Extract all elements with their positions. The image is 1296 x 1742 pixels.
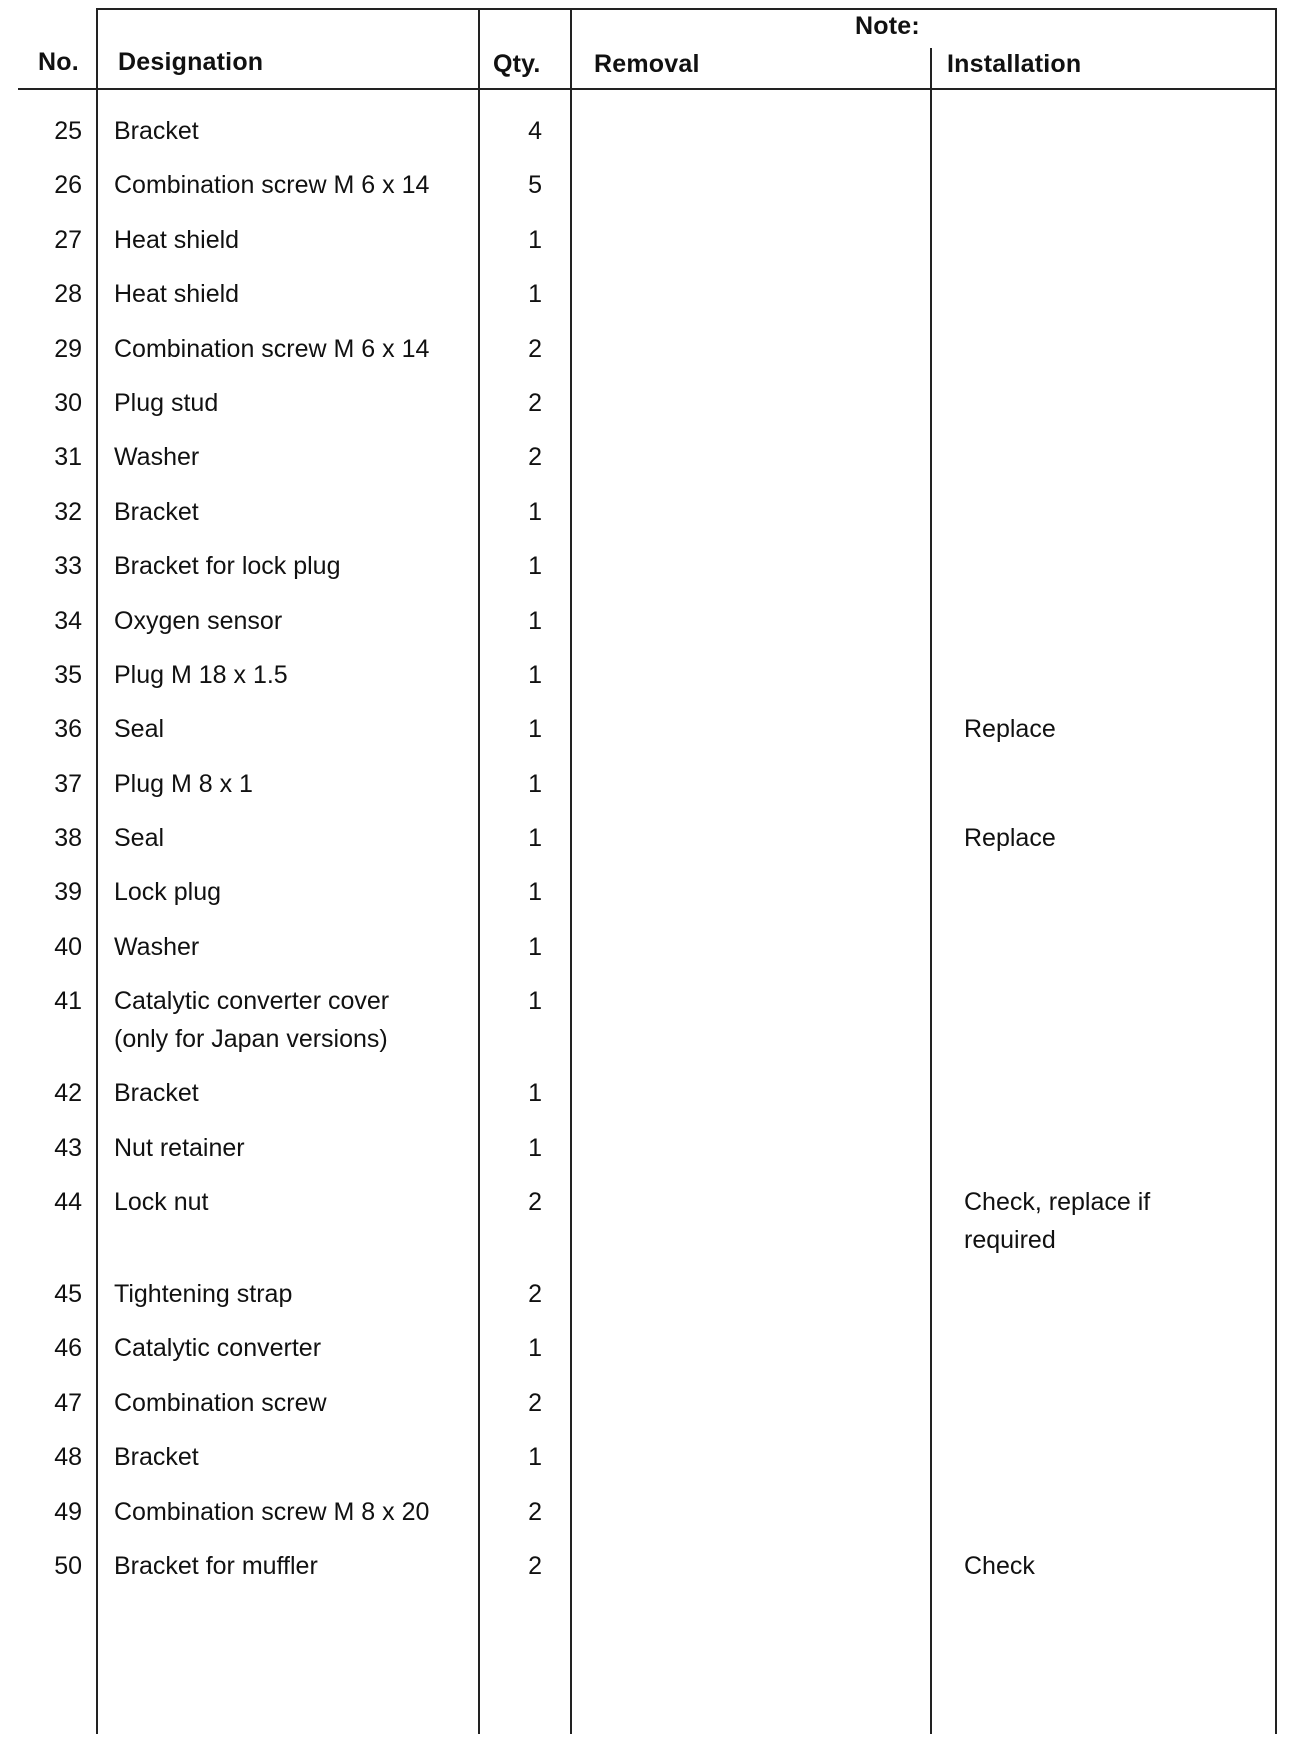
designation-line: Tightening strap (114, 1280, 293, 1309)
header-bottom-rule (18, 88, 1277, 90)
row-designation (114, 384, 470, 422)
row-qty: 1 (528, 878, 542, 907)
row-qty: 1 (528, 987, 542, 1016)
row-number: 49 (54, 1497, 82, 1526)
row-qty: 1 (528, 824, 542, 853)
row-qty: 1 (528, 932, 542, 961)
row-designation (114, 275, 470, 313)
row-designation (114, 1329, 470, 1367)
designation-line: Combination screw (114, 1388, 327, 1417)
table-row (0, 765, 1296, 819)
row-number: 50 (54, 1551, 82, 1580)
designation-line: Catalytic converter cover (114, 987, 390, 1016)
row-number: 30 (54, 388, 82, 417)
row-installation-note (964, 1547, 1264, 1585)
designation-line: Catalytic converter (114, 1334, 322, 1363)
table-row (0, 384, 1296, 438)
table-row (0, 438, 1296, 492)
table-row (0, 982, 1296, 1074)
table-row (0, 928, 1296, 982)
designation-line: Seal (114, 715, 165, 744)
row-number: 27 (54, 225, 82, 254)
table-body (0, 112, 1296, 1601)
designation-line: Combination screw M 6 x 14 (114, 171, 430, 200)
row-qty: 2 (528, 1551, 542, 1580)
row-number: 34 (54, 606, 82, 635)
header-designation: Designation (118, 48, 264, 76)
row-qty: 1 (528, 280, 542, 309)
row-qty: 1 (528, 552, 542, 581)
row-designation (114, 982, 470, 1058)
row-designation (114, 1275, 470, 1313)
table-row (0, 547, 1296, 601)
designation-line: Plug M 8 x 1 (114, 769, 253, 798)
row-number: 40 (54, 932, 82, 961)
row-designation (114, 547, 470, 585)
designation-line: Bracket (114, 117, 199, 145)
row-number: 28 (54, 280, 82, 309)
table-row (0, 1384, 1296, 1438)
header-installation: Installation (947, 50, 1082, 78)
table-row (0, 330, 1296, 384)
row-qty: 4 (528, 117, 542, 145)
row-qty: 2 (528, 1188, 542, 1217)
row-designation (114, 1547, 470, 1585)
row-designation (114, 656, 470, 694)
row-designation (114, 1074, 470, 1112)
table-top-rule (96, 8, 1277, 10)
row-number: 25 (54, 117, 82, 145)
row-number: 43 (54, 1133, 82, 1162)
row-number: 38 (54, 824, 82, 853)
designation-line: Bracket (114, 1443, 199, 1472)
header-no: No. (38, 48, 79, 76)
row-designation (114, 221, 470, 259)
row-qty: 2 (528, 388, 542, 417)
table-row (0, 166, 1296, 220)
row-number: 48 (54, 1443, 82, 1472)
table-row (0, 1275, 1296, 1329)
row-number: 44 (54, 1188, 82, 1217)
row-number: 41 (54, 987, 82, 1016)
installation-line: Replace (964, 715, 1056, 744)
row-qty: 1 (528, 606, 542, 635)
header-note: Note: (855, 12, 920, 40)
row-designation (114, 1384, 470, 1422)
row-designation (114, 765, 470, 803)
row-number: 26 (54, 171, 82, 200)
row-installation-note (964, 1183, 1264, 1259)
row-number: 39 (54, 878, 82, 907)
installation-line: Replace (964, 824, 1056, 853)
designation-line: Lock plug (114, 878, 222, 907)
row-designation (114, 166, 470, 204)
table-row (0, 1183, 1296, 1275)
row-qty: 1 (528, 1133, 542, 1162)
row-qty: 5 (528, 171, 542, 200)
row-number: 29 (54, 334, 82, 363)
row-qty: 1 (528, 225, 542, 254)
designation-line: Plug stud (114, 388, 219, 417)
row-qty: 1 (528, 1079, 542, 1108)
table-row (0, 1074, 1296, 1128)
row-designation (114, 710, 470, 748)
row-number: 35 (54, 660, 82, 689)
table-row (0, 493, 1296, 547)
row-number: 46 (54, 1334, 82, 1363)
row-qty: 1 (528, 497, 542, 526)
designation-line: Bracket (114, 1079, 199, 1108)
row-designation (114, 819, 470, 857)
row-number: 47 (54, 1388, 82, 1417)
row-qty: 1 (528, 715, 542, 744)
row-qty: 1 (528, 660, 542, 689)
installation-line: Check, replace if (964, 1188, 1151, 1217)
table-row (0, 710, 1296, 764)
row-designation (114, 330, 470, 368)
row-designation (114, 873, 470, 911)
row-number: 37 (54, 769, 82, 798)
row-designation (114, 493, 470, 531)
row-qty: 1 (528, 1443, 542, 1472)
designation-line: Seal (114, 824, 165, 853)
table-row (0, 112, 1296, 166)
row-qty: 1 (528, 769, 542, 798)
designation-line: Plug M 18 x 1.5 (114, 660, 288, 689)
table-row (0, 819, 1296, 873)
table-row (0, 1129, 1296, 1183)
row-number: 31 (54, 443, 82, 472)
row-designation (114, 438, 470, 476)
row-qty: 2 (528, 1280, 542, 1309)
row-installation-note (964, 819, 1264, 857)
row-designation (114, 112, 470, 150)
row-qty: 1 (528, 1334, 542, 1363)
row-designation (114, 1129, 470, 1167)
table-row (0, 1493, 1296, 1547)
designation-line-2: (only for Japan versions) (114, 1025, 388, 1054)
row-designation (114, 602, 470, 640)
installation-line-2: required (964, 1226, 1056, 1255)
table-row (0, 1438, 1296, 1492)
designation-line: Heat shield (114, 280, 240, 309)
designation-line: Bracket (114, 497, 199, 526)
installation-line: Check (964, 1551, 1035, 1580)
table-row (0, 602, 1296, 656)
row-number: 36 (54, 715, 82, 744)
designation-line: Bracket for muffler (114, 1551, 318, 1580)
row-qty: 2 (528, 443, 542, 472)
row-number: 45 (54, 1280, 82, 1309)
row-designation (114, 928, 470, 966)
row-designation (114, 1438, 470, 1476)
header-qty: Qty. (493, 50, 541, 78)
designation-line: Oxygen sensor (114, 606, 283, 635)
row-number: 32 (54, 497, 82, 526)
designation-line: Lock nut (114, 1188, 209, 1217)
designation-line: Bracket for lock plug (114, 552, 341, 581)
row-qty: 2 (528, 334, 542, 363)
designation-line: Combination screw M 8 x 20 (114, 1497, 430, 1526)
designation-line: Washer (114, 932, 200, 961)
table-row (0, 221, 1296, 275)
designation-line: Nut retainer (114, 1133, 245, 1162)
designation-line: Heat shield (114, 225, 240, 254)
header-removal: Removal (594, 50, 700, 78)
table-row (0, 873, 1296, 927)
table-row (0, 656, 1296, 710)
row-number: 33 (54, 552, 82, 581)
table-row (0, 1547, 1296, 1601)
row-qty: 2 (528, 1497, 542, 1526)
table-row (0, 275, 1296, 329)
designation-line: Washer (114, 443, 200, 472)
row-number: 42 (54, 1079, 82, 1108)
row-qty: 2 (528, 1388, 542, 1417)
row-installation-note (964, 710, 1264, 748)
row-designation (114, 1493, 470, 1531)
table-row (0, 1329, 1296, 1383)
designation-line: Combination screw M 6 x 14 (114, 334, 430, 363)
row-designation (114, 1183, 470, 1221)
